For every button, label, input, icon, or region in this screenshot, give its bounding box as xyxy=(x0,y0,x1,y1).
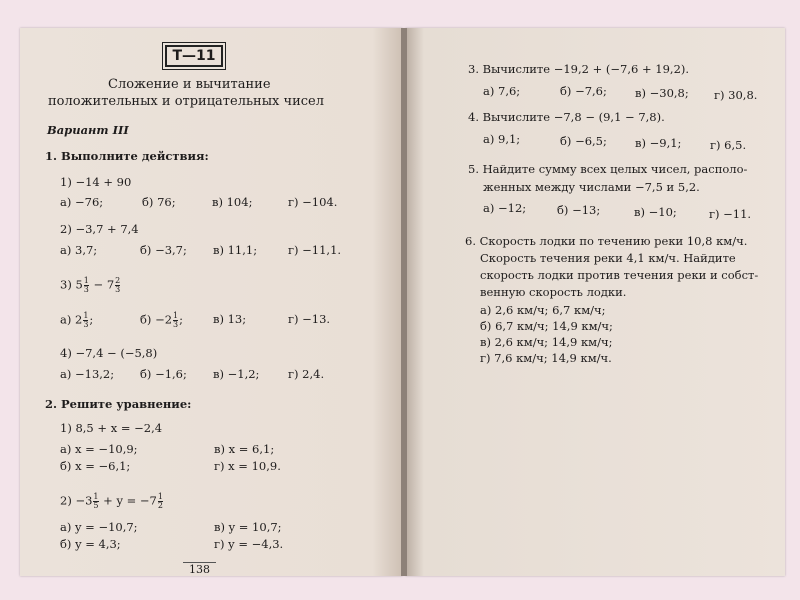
q1-3-option-c: в) 13; xyxy=(213,312,247,326)
q2-2-option-d: г) y = −4,3. xyxy=(214,537,284,551)
q1-4-option-d: г) 2,4. xyxy=(288,367,325,381)
q1-2-option-c: в) 11,1; xyxy=(213,243,258,257)
q1-1-option-d: г) −104. xyxy=(288,195,338,209)
question-6-line-3: скорость лодки против течения реки и собст- xyxy=(480,268,759,282)
q2-item-2: 2) −3 $\frac{1}{5}$ + y = −7 $\frac{1}{2}$ xyxy=(60,492,163,510)
q2-2-option-c: в) y = 10,7; xyxy=(214,520,282,534)
test-number-badge: Т—11 xyxy=(165,45,223,67)
q2-1-option-b: б) x = −6,1; xyxy=(60,459,131,473)
q1-3-option-b: б) −2 $\frac{1}{3}$ ; xyxy=(140,311,183,329)
q1-2-option-a: а) 3,7; xyxy=(60,243,98,257)
q1-4-option-a: а) −13,2; xyxy=(60,367,115,381)
q1-item-3: 3) 5 $\frac{1}{3}$ − 7 $\frac{2}{3}$ xyxy=(60,276,121,294)
q4-option-a: а) 9,1; xyxy=(483,132,521,146)
q2-1-option-d: г) x = 10,9. xyxy=(214,459,281,473)
q1-1-option-a: а) −76; xyxy=(60,195,104,209)
question-5-line-1: 5. Найдите сумму всех целых чисел, располо- xyxy=(468,162,748,176)
q1-item-4: 4) −7,4 − (−5,8) xyxy=(60,346,158,360)
q5-option-a: а) −12; xyxy=(483,201,527,215)
question-6-line-4: венную скорость лодки. xyxy=(480,285,627,299)
q1-2-option-d: г) −11,1. xyxy=(288,243,342,257)
question-3-text: 3. Вычислите −19,2 + (−7,6 + 19,2). xyxy=(468,62,690,76)
q6-option-a: а) 2,6 км/ч; 6,7 км/ч; xyxy=(480,303,606,317)
q1-1-option-b: б) 76; xyxy=(142,195,176,209)
q2-1-option-a: а) x = −10,9; xyxy=(60,442,138,456)
q1-item-2: 2) −3,7 + 7,4 xyxy=(60,222,139,236)
q6-option-b: б) 6,7 км/ч; 14,9 км/ч; xyxy=(480,319,613,333)
q1-item-1: 1) −14 + 90 xyxy=(60,175,132,189)
q3-option-c: в) −30,8; xyxy=(635,86,689,100)
title-line-1: Сложение и вычитание xyxy=(108,77,271,92)
q6-option-c: в) 2,6 км/ч; 14,9 км/ч; xyxy=(480,335,613,349)
page-number: 138 xyxy=(183,562,216,576)
q1-4-option-b: б) −1,6; xyxy=(140,367,187,381)
question-5-line-2: женных между числами −7,5 и 5,2. xyxy=(483,180,700,194)
q5-option-d: г) −11. xyxy=(709,207,752,221)
q4-option-b: б) −6,5; xyxy=(560,134,607,148)
q2-item-1: 1) 8,5 + x = −2,4 xyxy=(60,421,163,435)
q1-3-option-a: а) 2 $\frac{1}{3}$ ; xyxy=(60,311,94,329)
q1-2-option-b: б) −3,7; xyxy=(140,243,187,257)
variant-label: Вариант III xyxy=(47,123,129,137)
question-6-line-1: 6. Скорость лодки по течению реки 10,8 км/ч. xyxy=(465,234,748,248)
q5-option-c: в) −10; xyxy=(634,205,677,219)
question-2-heading: 2. Решите уравнение: xyxy=(45,397,192,411)
q4-option-d: г) 6,5. xyxy=(710,138,747,152)
q2-1-option-c: в) x = 6,1; xyxy=(214,442,275,456)
q4-option-c: в) −9,1; xyxy=(635,136,682,150)
q5-option-b: б) −13; xyxy=(557,203,601,217)
book-gutter xyxy=(401,28,407,576)
q3-option-b: б) −7,6; xyxy=(560,84,607,98)
q1-4-option-c: в) −1,2; xyxy=(213,367,260,381)
question-6-line-2: Скорость течения реки 4,1 км/ч. Найдите xyxy=(480,251,736,265)
title-line-2: положительных и отрицательных чисел xyxy=(48,94,324,109)
q6-option-d: г) 7,6 км/ч; 14,9 км/ч. xyxy=(480,351,612,365)
q2-2-option-a: а) y = −10,7; xyxy=(60,520,138,534)
q1-3-option-d: г) −13. xyxy=(288,312,331,326)
question-4-text: 4. Вычислите −7,8 − (9,1 − 7,8). xyxy=(468,110,665,124)
q3-option-d: г) 30,8. xyxy=(714,88,758,102)
question-1-heading: 1. Выполните действия: xyxy=(45,149,209,163)
q3-option-a: а) 7,6; xyxy=(483,84,521,98)
q2-2-option-b: б) y = 4,3; xyxy=(60,537,121,551)
q1-1-option-c: в) 104; xyxy=(212,195,253,209)
